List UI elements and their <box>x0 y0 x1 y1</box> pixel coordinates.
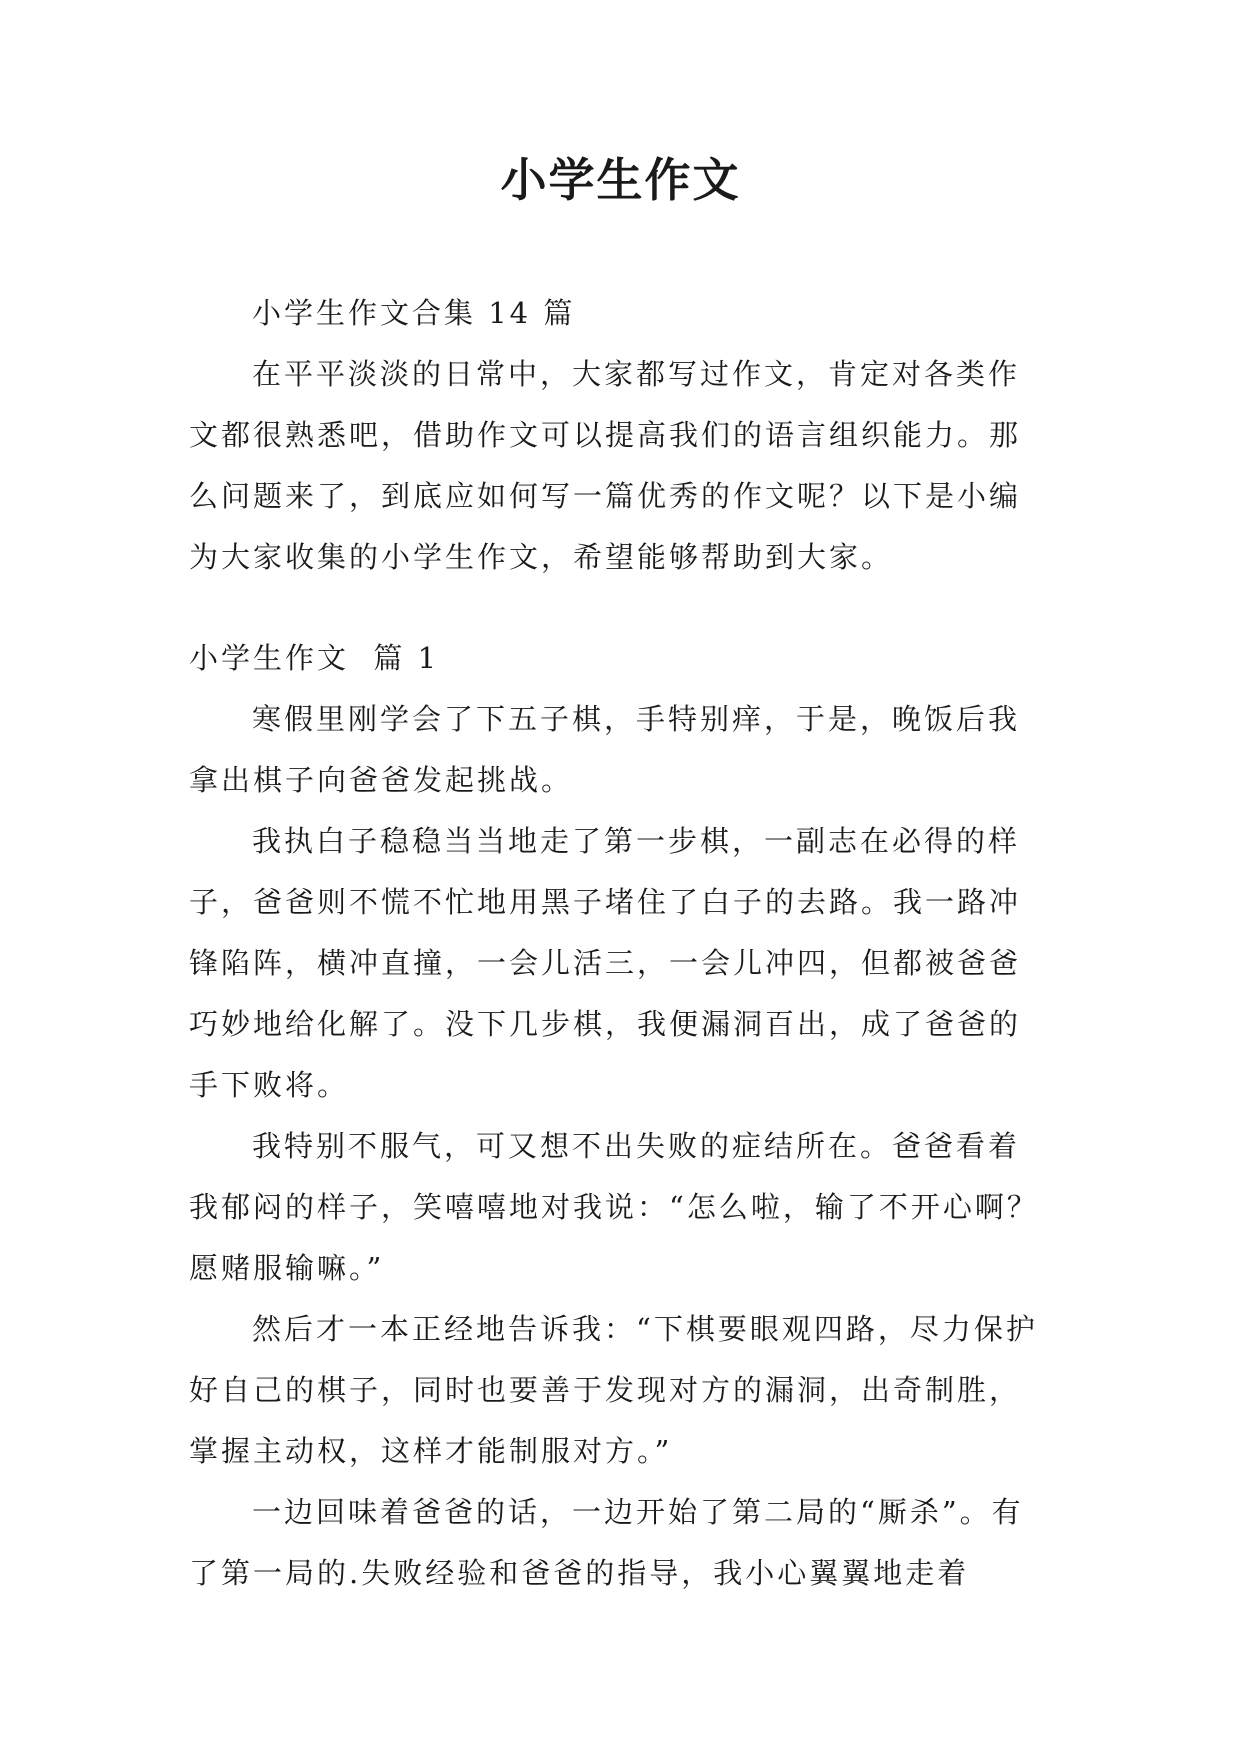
document-title: 小学生作文 <box>500 153 741 207</box>
essay-paragraph: 寒假里刚学会了下五子棋，手特别痒，于是，晚饭后我拿出棋子向爸爸发起挑战。 <box>189 702 1021 797</box>
essay-section <box>189 628 1049 1604</box>
essay-heading: 小学生作文 篇 1 <box>189 641 440 675</box>
collection-subtitle: 小学生作文合集 14 篇 <box>252 296 576 330</box>
essay-paragraph: 我特别不服气，可又想不出失败的症结所在。爸爸看着我郁闷的样子，笑嘻嘻地对我说：“怎么啦，输了不开心啊？愿赌服输嘛。” <box>189 1129 1039 1285</box>
essay-paragraph: 我执白子稳稳当当地走了第一步棋，一副志在必得的样子，爸爸则不慌不忙地用黑子堵住了白子的去路。我一路冲锋陷阵，横冲直撞，一会儿活三，一会儿冲四，但都被爸爸巧妙地给化解了。没下几步棋，我便漏洞百出，成了爸爸的手下败将。 <box>189 824 1022 1102</box>
essay-paragraph: 一边回味着爸爸的话，一边开始了第二局的“厮杀”。有了第一局的.失败经验和爸爸的指导，我小心翼翼地走着 <box>189 1495 1024 1590</box>
intro-section <box>189 283 1049 588</box>
essay-paragraph: 然后才一本正经地告诉我：“下棋要眼观四路，尽力保护好自己的棋子，同时也要善于发现对方的漏洞，出奇制胜，掌握主动权，这样才能制服对方。” <box>189 1312 1038 1468</box>
intro-paragraph: 在平平淡淡的日常中，大家都写过作文，肯定对各类作文都很熟悉吧，借助作文可以提高我们的语言组织能力。那么问题来了，到底应如何写一篇优秀的作文呢？以下是小编为大家收集的小学生作文，希望能够帮助到大家。 <box>189 357 1022 574</box>
